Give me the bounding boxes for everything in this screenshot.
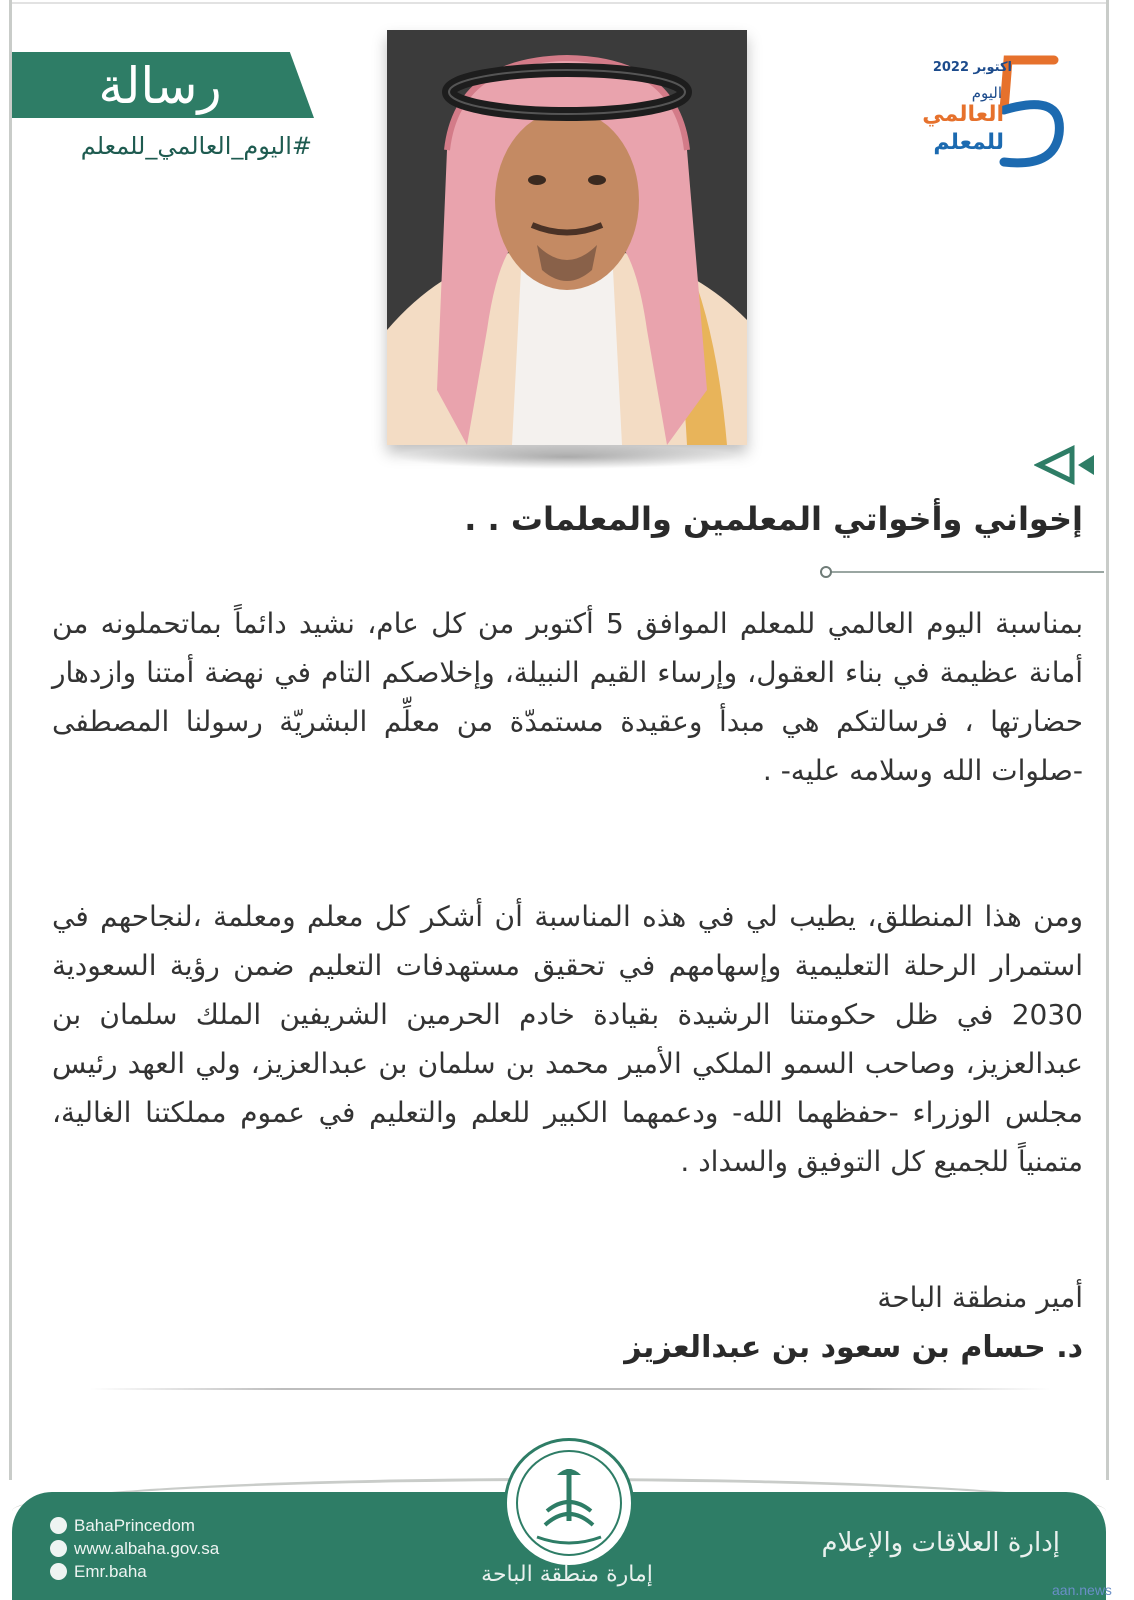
teachers-day-logo [904, 52, 1084, 172]
logo-line1: اليوم [971, 84, 1002, 102]
signature-name: د. حسام بن سعود بن عبدالعزيز [624, 1330, 1083, 1365]
snapchat-icon [50, 1563, 67, 1580]
emblem-caption: إمارة منطقة الباحة [481, 1562, 653, 1587]
portrait-photo [387, 30, 747, 445]
social-item-snapchat[interactable] [50, 1560, 310, 1583]
twitter-icon [50, 1517, 67, 1534]
logo-line2: العالمي [922, 102, 1004, 127]
frame-top-border [9, 2, 1109, 4]
greeting-heading: إخواني وأخواتي المعلمين والمعلمات . . [464, 500, 1083, 538]
saudi-emblem-icon [504, 1438, 634, 1568]
signature-divider [90, 1388, 1050, 1390]
globe-icon [50, 1540, 67, 1557]
paragraph-2: ومن هذا المنطلق، يطيب لي في هذه المناسبة أن أشكر كل معلم ومعلمة ،لنجاحهم في استمرار الرحلة التعليمية وإسهامهم في تحقيق مستهدفات التعليم ضمن رؤية السعودية 2030 في ظل حكومتنا الرشيدة بقيادة خادم الحرمين الشريفين الملك سلمان بن عبدالعزيز، وصاحب السمو الملكي الأمير محمد بن سلمان بن عبدالعزيز، ولي العهد رئيس مجلس الوزراء -حفظهما الله- ودعمهما الكبير للعلم والتعليم في عموم مملكتنا الغالية، متمنياً للجميع كل التوفيق والسداد . [52, 900, 1083, 1178]
social-item-twitter[interactable] [50, 1514, 310, 1537]
social-item-website[interactable] [50, 1537, 310, 1560]
paragraph-1: بمناسبة اليوم العالمي للمعلم الموافق 5 أكتوبر من كل عام، نشيد دائماً بماتحملونه من أمانة عظيمة في بناء العقول، وإرساء القيم النبيلة، وإخلاصكم التام في نهضة أمتنا وازدهار حضارتها ، فرسالتكم هي مبدأ وعقيدة مستمدّة من معلِّم البشريّة رسولنا المصطفى -صلوات الله وسلامه عليه- . [52, 607, 1083, 787]
greeting-underline [822, 571, 1104, 573]
greeting-underline-dot [820, 566, 832, 578]
social-handle: www.albaha.gov.sa [74, 1538, 220, 1558]
frame-right-border [1106, 0, 1109, 1480]
frame-left-border [9, 0, 12, 1480]
logo-date: اكتوبر 2022 [932, 60, 1012, 75]
portrait-shadow [395, 445, 739, 469]
social-handle: BahaPrincedom [74, 1515, 195, 1535]
logo-line3: للمعلم [933, 130, 1004, 155]
social-links [50, 1514, 310, 1583]
source-watermark: aan.news [1052, 1582, 1112, 1598]
department-name: إدارة العلاقات والإعلام [821, 1528, 1060, 1558]
signature-role: أمير منطقة الباحة [877, 1281, 1083, 1314]
portrait-illustration [387, 30, 747, 445]
ribbon-title: رسالة [98, 57, 222, 115]
social-handle: Emr.baha [74, 1561, 147, 1581]
triangle-bullet-icon [1034, 445, 1104, 485]
hashtag-text: #اليوم_العالمي_للمعلم [80, 132, 312, 160]
